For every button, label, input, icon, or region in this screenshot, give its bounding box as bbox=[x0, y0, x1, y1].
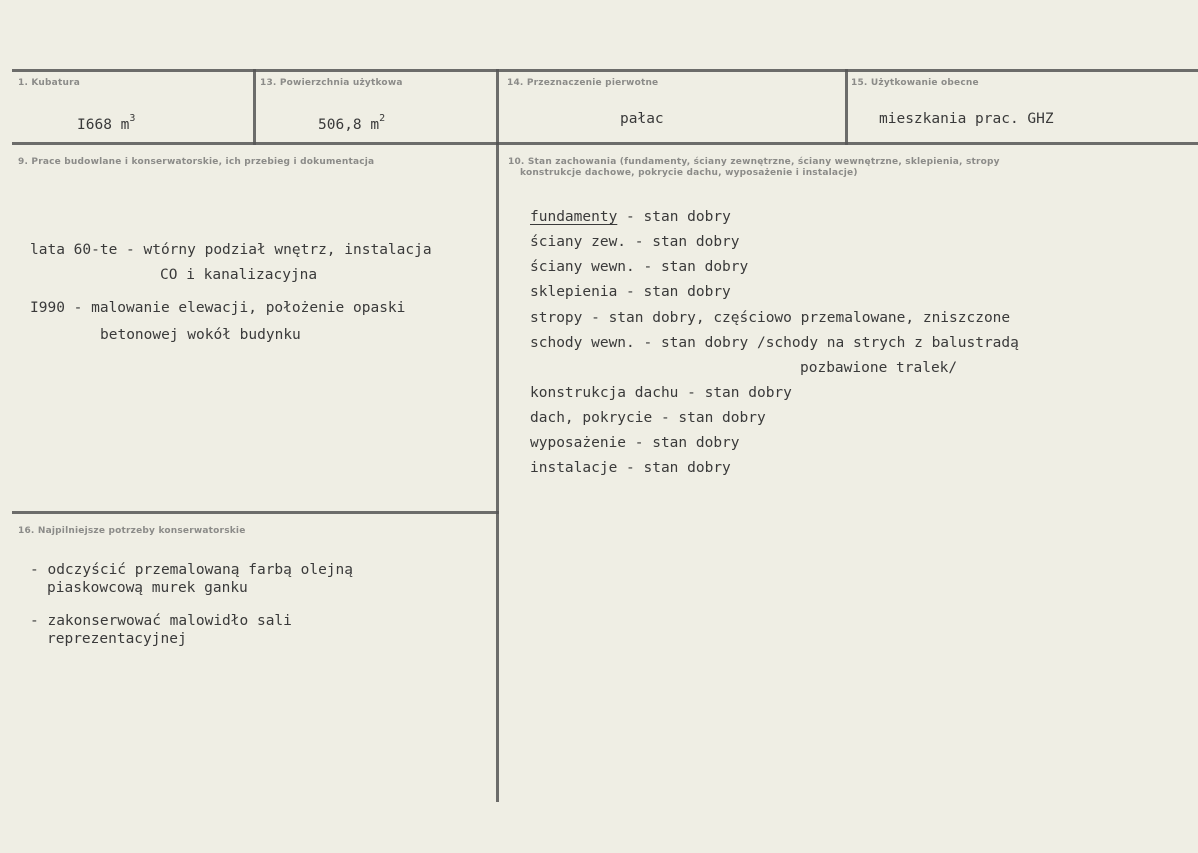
condition-item-underlined: fundamenty bbox=[530, 209, 618, 225]
condition-line-9: dach, pokrycie - stan dobry bbox=[530, 410, 766, 426]
area-number: 506,8 m bbox=[318, 117, 380, 133]
history-label: 9. Prace budowlane i konserwatorskie, ich przebieg i dokumentacja bbox=[18, 157, 375, 167]
needs-line-2: piaskowcową murek ganku bbox=[47, 580, 248, 596]
condition-line-2: ściany zew. - stan dobry bbox=[530, 234, 740, 250]
header-divider-2 bbox=[496, 69, 499, 145]
original-use-value: pałac bbox=[620, 111, 664, 127]
original-use-label: 14. Przeznaczenie pierwotne bbox=[507, 78, 659, 88]
cubature-exponent: 3 bbox=[129, 113, 136, 124]
header-bottom-rule bbox=[12, 142, 1198, 145]
top-rule bbox=[12, 69, 1198, 72]
main-divider bbox=[496, 142, 499, 802]
condition-item-rest: - stan dobry bbox=[617, 209, 731, 225]
condition-line-8: konstrukcja dachu - stan dobry bbox=[530, 385, 792, 401]
needs-line-1: - odczyścić przemalowaną farbą olejną bbox=[30, 562, 354, 578]
area-label: 13. Powierzchnia użytkowa bbox=[260, 78, 403, 88]
condition-line-4: sklepienia - stan dobry bbox=[530, 284, 731, 300]
needs-label: 16. Najpilniejsze potrzeby konserwatorskie bbox=[18, 526, 246, 536]
current-use-label: 15. Użytkowanie obecne bbox=[851, 78, 979, 88]
condition-line-6: schody wewn. - stan dobry /schody na strych z balustradą bbox=[530, 335, 1019, 351]
cubature-value bbox=[77, 113, 135, 133]
condition-line-3: ściany wewn. - stan dobry bbox=[530, 259, 749, 275]
history-line-4: betonowej wokół budynku bbox=[100, 327, 301, 343]
condition-label-line-1: 10. Stan zachowania (fundamenty, ściany zewnętrzne, ściany wewnętrzne, sklepienia, stropy bbox=[508, 157, 1000, 167]
area-exponent: 2 bbox=[379, 113, 386, 124]
condition-line-5: stropy - stan dobry, częściowo przemalowane, zniszczone bbox=[530, 310, 1011, 326]
condition-line-1 bbox=[530, 209, 731, 225]
history-line-1: lata 60-te - wtórny podział wnętrz, instalacja bbox=[30, 242, 432, 258]
header-divider-1 bbox=[253, 69, 256, 145]
cubature-label: 1. Kubatura bbox=[18, 78, 80, 88]
needs-line-3: - zakonserwować malowidło sali bbox=[30, 613, 292, 629]
area-value bbox=[318, 113, 385, 133]
condition-line-7: pozbawione tralek/ bbox=[800, 360, 958, 376]
condition-label-line-2: konstrukcje dachowe, pokrycie dachu, wyposażenie i instalacje) bbox=[520, 168, 858, 178]
header-divider-3 bbox=[845, 69, 848, 145]
history-line-2: CO i kanalizacyjna bbox=[160, 267, 318, 283]
cubature-number: I668 m bbox=[77, 117, 130, 133]
current-use-value: mieszkania prac. GHZ bbox=[879, 111, 1054, 127]
condition-line-10: wyposażenie - stan dobry bbox=[530, 435, 740, 451]
needs-line-4: reprezentacyjnej bbox=[47, 631, 187, 647]
condition-line-11: instalacje - stan dobry bbox=[530, 460, 731, 476]
needs-top-rule bbox=[12, 511, 499, 514]
history-line-3: I990 - malowanie elewacji, położenie opaski bbox=[30, 300, 406, 316]
